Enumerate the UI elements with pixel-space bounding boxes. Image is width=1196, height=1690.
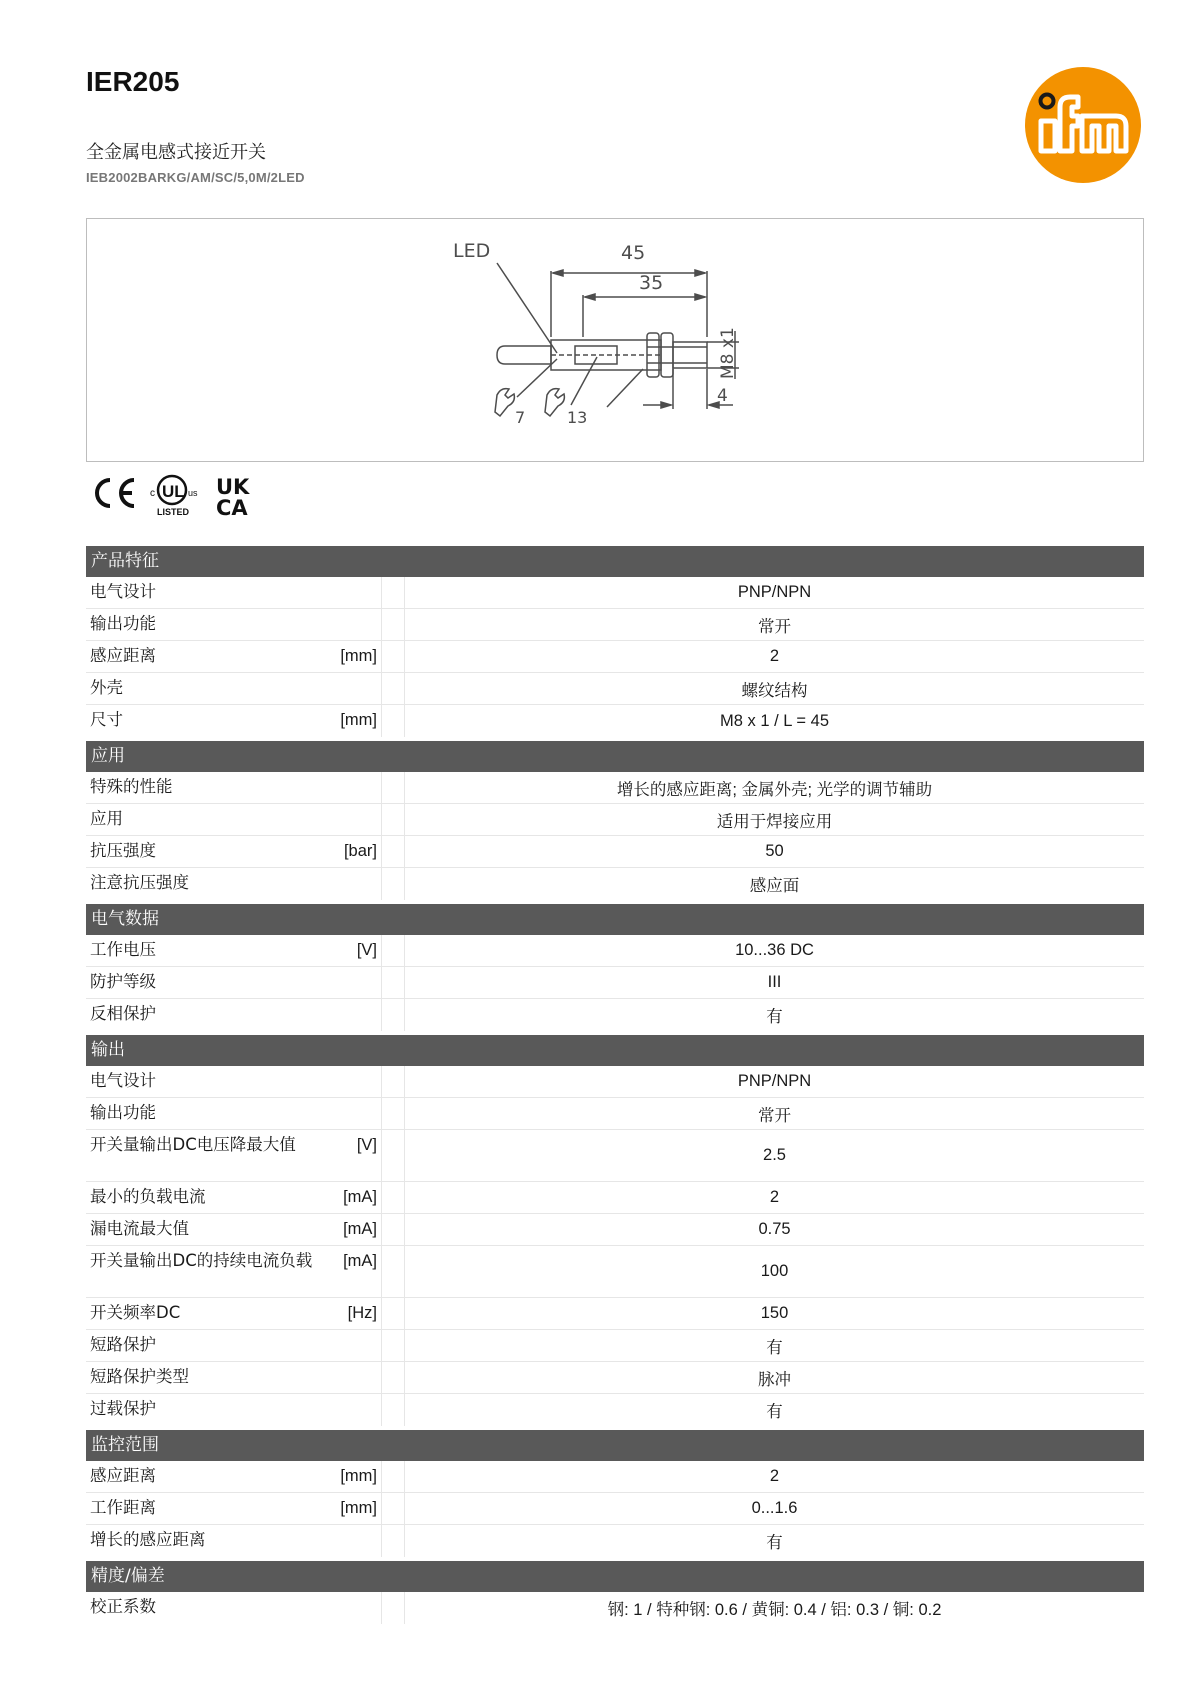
spec-label: 防护等级 — [90, 972, 156, 991]
spec-row — [86, 1592, 1144, 1624]
spec-unit: [mm] — [340, 1467, 377, 1485]
sensor-dimension-svg — [87, 219, 1145, 463]
spec-unit: [mA] — [343, 1220, 377, 1238]
spec-row — [86, 868, 1144, 900]
spec-value: 2 — [404, 641, 1144, 672]
spec-label: 注意抗压强度 — [90, 873, 189, 892]
spec-unit: [V] — [356, 1136, 377, 1154]
spec-label-cell — [86, 1098, 382, 1129]
spec-row — [86, 577, 1144, 609]
spec-label-cell — [86, 1214, 382, 1245]
spec-row — [86, 1493, 1144, 1525]
spec-label-cell — [86, 967, 382, 998]
product-title: IER205 — [86, 66, 180, 97]
spec-row — [86, 1461, 1144, 1493]
svg-text:UL: UL — [162, 482, 185, 501]
certification-marks — [92, 470, 272, 520]
spec-row — [86, 772, 1144, 804]
spec-value: 150 — [404, 1298, 1144, 1329]
spec-label-cell — [86, 641, 382, 672]
spec-value: 感应面 — [404, 868, 1144, 900]
spec-value: 螺纹结构 — [404, 673, 1144, 704]
spec-unit: [mA] — [343, 1252, 377, 1270]
spec-row — [86, 999, 1144, 1031]
spec-label-cell — [86, 1066, 382, 1097]
spec-row — [86, 1525, 1144, 1557]
spec-label-cell — [86, 1525, 382, 1557]
svg-text:c: c — [150, 488, 155, 499]
spec-label-cell — [86, 1298, 382, 1329]
spec-label-cell — [86, 1362, 382, 1393]
spec-label-cell — [86, 1182, 382, 1213]
spec-value: 常开 — [404, 609, 1144, 640]
spec-label: 特殊的性能 — [90, 777, 173, 796]
spec-label: 应用 — [90, 809, 123, 828]
spec-label: 校正系数 — [90, 1597, 156, 1616]
spec-row — [86, 673, 1144, 705]
spec-row — [86, 1214, 1144, 1246]
spec-label: 漏电流最大值 — [90, 1219, 189, 1238]
spec-label-cell — [86, 868, 382, 900]
spec-label: 输出功能 — [90, 614, 156, 633]
spec-label-cell — [86, 1592, 382, 1624]
spec-label: 增长的感应距离 — [90, 1530, 206, 1549]
spec-value: 50 — [404, 836, 1144, 867]
spec-label-cell — [86, 1493, 382, 1524]
spec-label: 最小的负载电流 — [90, 1187, 206, 1206]
product-code: IEB2002BARKG/AM/SC/5,0M/2LED — [86, 170, 305, 185]
spec-label-cell — [86, 804, 382, 835]
spec-value: 有 — [404, 999, 1144, 1031]
dim-35-label: 35 — [639, 272, 664, 294]
ifm-logo-icon — [1024, 66, 1142, 184]
spec-value: 有 — [404, 1330, 1144, 1361]
spec-row — [86, 1130, 1144, 1182]
spec-unit: [bar] — [343, 842, 377, 860]
spec-label-cell — [86, 1130, 382, 1181]
spec-value: 0.75 — [404, 1214, 1144, 1245]
spec-value: 2 — [404, 1461, 1144, 1492]
spec-label: 抗压强度 — [90, 841, 156, 860]
spec-label: 过载保护 — [90, 1399, 156, 1418]
spec-row — [86, 1362, 1144, 1394]
spec-row — [86, 804, 1144, 836]
spec-row — [86, 1066, 1144, 1098]
spec-value: 100 — [404, 1246, 1144, 1297]
wrench-7-label: 7 — [515, 408, 526, 427]
section-rows — [86, 772, 1144, 900]
spec-row — [86, 1298, 1144, 1330]
spec-label-cell — [86, 1330, 382, 1361]
led-label: LED — [453, 240, 491, 262]
spec-row — [86, 705, 1144, 737]
section-rows — [86, 935, 1144, 1031]
spec-row — [86, 1182, 1144, 1214]
spec-row — [86, 1394, 1144, 1426]
spec-label-cell — [86, 577, 382, 608]
spec-row — [86, 641, 1144, 673]
spec-label: 短路保护 — [90, 1335, 156, 1354]
spec-value: 2.5 — [404, 1130, 1144, 1181]
spec-label-cell — [86, 1394, 382, 1426]
spec-label: 尺寸 — [90, 710, 123, 729]
spec-label-cell — [86, 1461, 382, 1492]
spec-label-cell — [86, 1246, 382, 1297]
svg-text:LISTED: LISTED — [157, 507, 190, 517]
spec-value: PNP/NPN — [404, 577, 1144, 608]
spec-unit: [mm] — [340, 711, 377, 729]
spec-value: 0...1.6 — [404, 1493, 1144, 1524]
ce-mark-icon — [97, 480, 134, 506]
spec-value: PNP/NPN — [404, 1066, 1144, 1097]
thread-label: M8 x1 — [718, 327, 738, 379]
section-header: 产品特征 — [86, 546, 1144, 577]
spec-unit: [mm] — [340, 1499, 377, 1517]
spec-label: 电气设计 — [90, 582, 156, 601]
spec-value: 2 — [404, 1182, 1144, 1213]
spec-value: 脉冲 — [404, 1362, 1144, 1393]
spec-unit: [V] — [356, 941, 377, 959]
section-header: 监控范围 — [86, 1430, 1144, 1461]
spec-label-cell — [86, 935, 382, 966]
spec-label: 开关量输出DC的持续电流负载 — [90, 1251, 313, 1270]
spec-value: M8 x 1 / L = 45 — [404, 705, 1144, 737]
spec-row — [86, 1098, 1144, 1130]
spec-value: III — [404, 967, 1144, 998]
spec-label: 感应距离 — [90, 646, 156, 665]
spec-unit: [mA] — [343, 1188, 377, 1206]
spec-value: 常开 — [404, 1098, 1144, 1129]
spec-label: 反相保护 — [90, 1004, 156, 1023]
spec-label-cell — [86, 609, 382, 640]
section-header: 应用 — [86, 741, 1144, 772]
dimension-drawing — [86, 218, 1144, 462]
product-subtitle: 全金属电感式接近开关 — [86, 142, 266, 163]
svg-text:CA: CA — [216, 496, 248, 520]
spec-label-cell — [86, 836, 382, 867]
spec-label: 输出功能 — [90, 1103, 156, 1122]
section-rows — [86, 577, 1144, 737]
wrench-13-label: 13 — [567, 408, 588, 427]
spec-label: 开关频率DC — [90, 1303, 181, 1322]
ul-listed-icon — [150, 476, 198, 517]
spec-value: 适用于焊接应用 — [404, 804, 1144, 835]
dim-45-label: 45 — [621, 242, 646, 264]
section-header: 电气数据 — [86, 904, 1144, 935]
spec-value: 有 — [404, 1394, 1144, 1426]
spec-value: 钢: 1 / 特种钢: 0.6 / 黄铜: 0.4 / 铝: 0.3 / 铜: 0.2 — [404, 1592, 1144, 1624]
spec-unit: [mm] — [340, 647, 377, 665]
svg-text:UK: UK — [216, 475, 250, 499]
specification-table — [86, 546, 1144, 1624]
section-rows — [86, 1461, 1144, 1557]
spec-label-cell — [86, 999, 382, 1031]
section-rows — [86, 1592, 1144, 1624]
spec-row — [86, 836, 1144, 868]
spec-label: 开关量输出DC电压降最大值 — [90, 1135, 296, 1154]
ukca-mark-icon — [216, 475, 250, 520]
spec-unit: [Hz] — [347, 1304, 377, 1322]
spec-label-cell — [86, 772, 382, 803]
spec-label-cell — [86, 705, 382, 737]
spec-label: 外壳 — [90, 678, 123, 697]
section-rows — [86, 1066, 1144, 1426]
spec-row — [86, 935, 1144, 967]
document-header — [86, 66, 1146, 196]
dim-4-label: 4 — [717, 386, 728, 406]
spec-value: 有 — [404, 1525, 1144, 1557]
svg-text:us: us — [188, 488, 198, 498]
spec-label: 感应距离 — [90, 1466, 156, 1485]
spec-row — [86, 1330, 1144, 1362]
spec-label: 短路保护类型 — [90, 1367, 189, 1386]
spec-row — [86, 1246, 1144, 1298]
spec-label-cell — [86, 673, 382, 704]
spec-label: 电气设计 — [90, 1071, 156, 1090]
spec-row — [86, 967, 1144, 999]
spec-label: 工作距离 — [90, 1498, 156, 1517]
section-header: 输出 — [86, 1035, 1144, 1066]
spec-row — [86, 609, 1144, 641]
spec-value: 10...36 DC — [404, 935, 1144, 966]
spec-label: 工作电压 — [90, 940, 156, 959]
section-header: 精度/偏差 — [86, 1561, 1144, 1592]
spec-value: 增长的感应距离; 金属外壳; 光学的调节辅助 — [404, 772, 1144, 803]
